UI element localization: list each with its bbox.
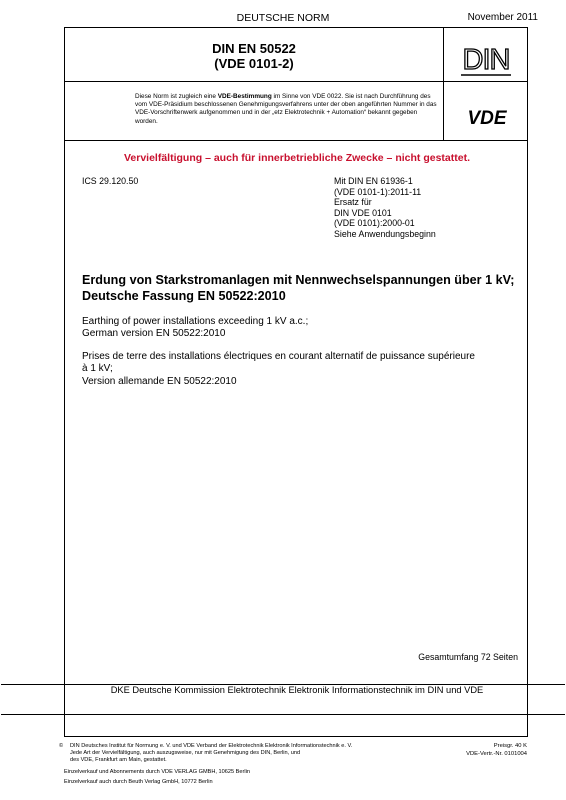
dke-line: DKE Deutsche Kommission Elektrotechnik Elektronik Informationstechnik im DIN und VDE	[110, 685, 484, 695]
copyright-line: des VDE, Frankfurt am Main, gestattet.	[70, 757, 167, 763]
total-pages: Gesamtumfang 72 Seiten	[418, 652, 518, 662]
vde-distribution-number: VDE-Vertr.-Nr. 0101004	[466, 751, 527, 757]
publication-date: November 2011	[467, 12, 538, 23]
title-line: Earthing of power installations exceeding 1 kV a.c.;	[82, 316, 309, 327]
header-label: DEUTSCHE NORM	[236, 12, 330, 24]
logo-column-divider	[443, 28, 444, 140]
sales-info: Einzelverkauf und Abonnements durch VDE VERLAG GMBH, 10625 Berlin	[64, 769, 250, 775]
divider-line	[65, 140, 527, 141]
copy-warning: Vervielfältigung – auch für innerbetriebliche Zwecke – nicht gestattet.	[123, 152, 470, 164]
related-standards-line: Siehe Anwendungsbeginn	[334, 228, 436, 239]
related-standards-line: Mit DIN EN 61936-1	[334, 176, 413, 186]
title-english	[82, 316, 522, 341]
sales-info: Einzelverkauf auch durch Beuth Verlag GmbH, 10772 Berlin	[64, 779, 213, 785]
title-line: Prises de terre des installations électriques en courant alternatif de puissance supérieure	[82, 351, 475, 362]
copyright-line: DIN Deutsches Institut für Normung e. V. und VDE Verband der Elektrotechnik Elektronik Informationstechnik e. V.	[70, 743, 353, 749]
vde-logo-text: VDE	[467, 108, 507, 127]
title-german	[82, 273, 522, 304]
vde-notice	[135, 93, 437, 126]
related-standards	[334, 176, 436, 240]
copyright-line: Jede Art der Vervielfältigung, auch auszugsweise, nur mit Genehmigung des DIN, Berlin, und	[70, 750, 301, 756]
related-standards-line: Ersatz für	[334, 197, 372, 208]
notice-bold-text: VDE-Bestimmung	[217, 93, 272, 100]
din-logo-icon	[459, 41, 513, 79]
din-logo-text: DIN	[462, 44, 510, 76]
notice-text: Diese Norm ist zugleich eine	[135, 93, 218, 100]
related-standards-line: DIN VDE 0101	[334, 207, 392, 218]
price-group: Preisgr. 40 K	[493, 743, 527, 749]
standard-number: DIN EN 50522	[212, 41, 296, 56]
copyright-notice	[59, 743, 424, 764]
title-line: Version allemande EN 50522:2010	[82, 375, 237, 387]
related-standards-line: (VDE 0101):2000-01	[334, 218, 415, 229]
vde-logo-icon	[455, 107, 519, 127]
title-line: Deutsche Fassung EN 50522:2010	[82, 288, 286, 303]
divider-line	[1, 714, 565, 715]
divider-line	[65, 81, 527, 82]
title-french	[82, 351, 522, 388]
vde-classification: (VDE 0101-2)	[214, 56, 294, 71]
title-line: Erdung von Starkstromanlagen mit Nennwechselspannungen über 1 kV;	[82, 273, 515, 287]
title-line: German version EN 50522:2010	[82, 328, 226, 340]
title-page-frame	[64, 27, 528, 737]
copyright-symbol: ©	[59, 743, 64, 749]
title-line: à 1 kV;	[82, 363, 113, 375]
notice-text: im Sinne von VDE 0022. Sie ist nach Durchführung des vom VDE-Präsidium beschlossenen Genehmigungsverfahrens unter der oben angeführten Nummer in das VDE-Vorschriftenwerk aufgenommen und in der „etz Elektrotechnik + Automation“ bekannt gegeben worden.	[135, 93, 437, 125]
ics-code: ICS 29.120.50	[82, 176, 139, 186]
related-standards-line: (VDE 0101-1):2011-11	[334, 186, 422, 197]
